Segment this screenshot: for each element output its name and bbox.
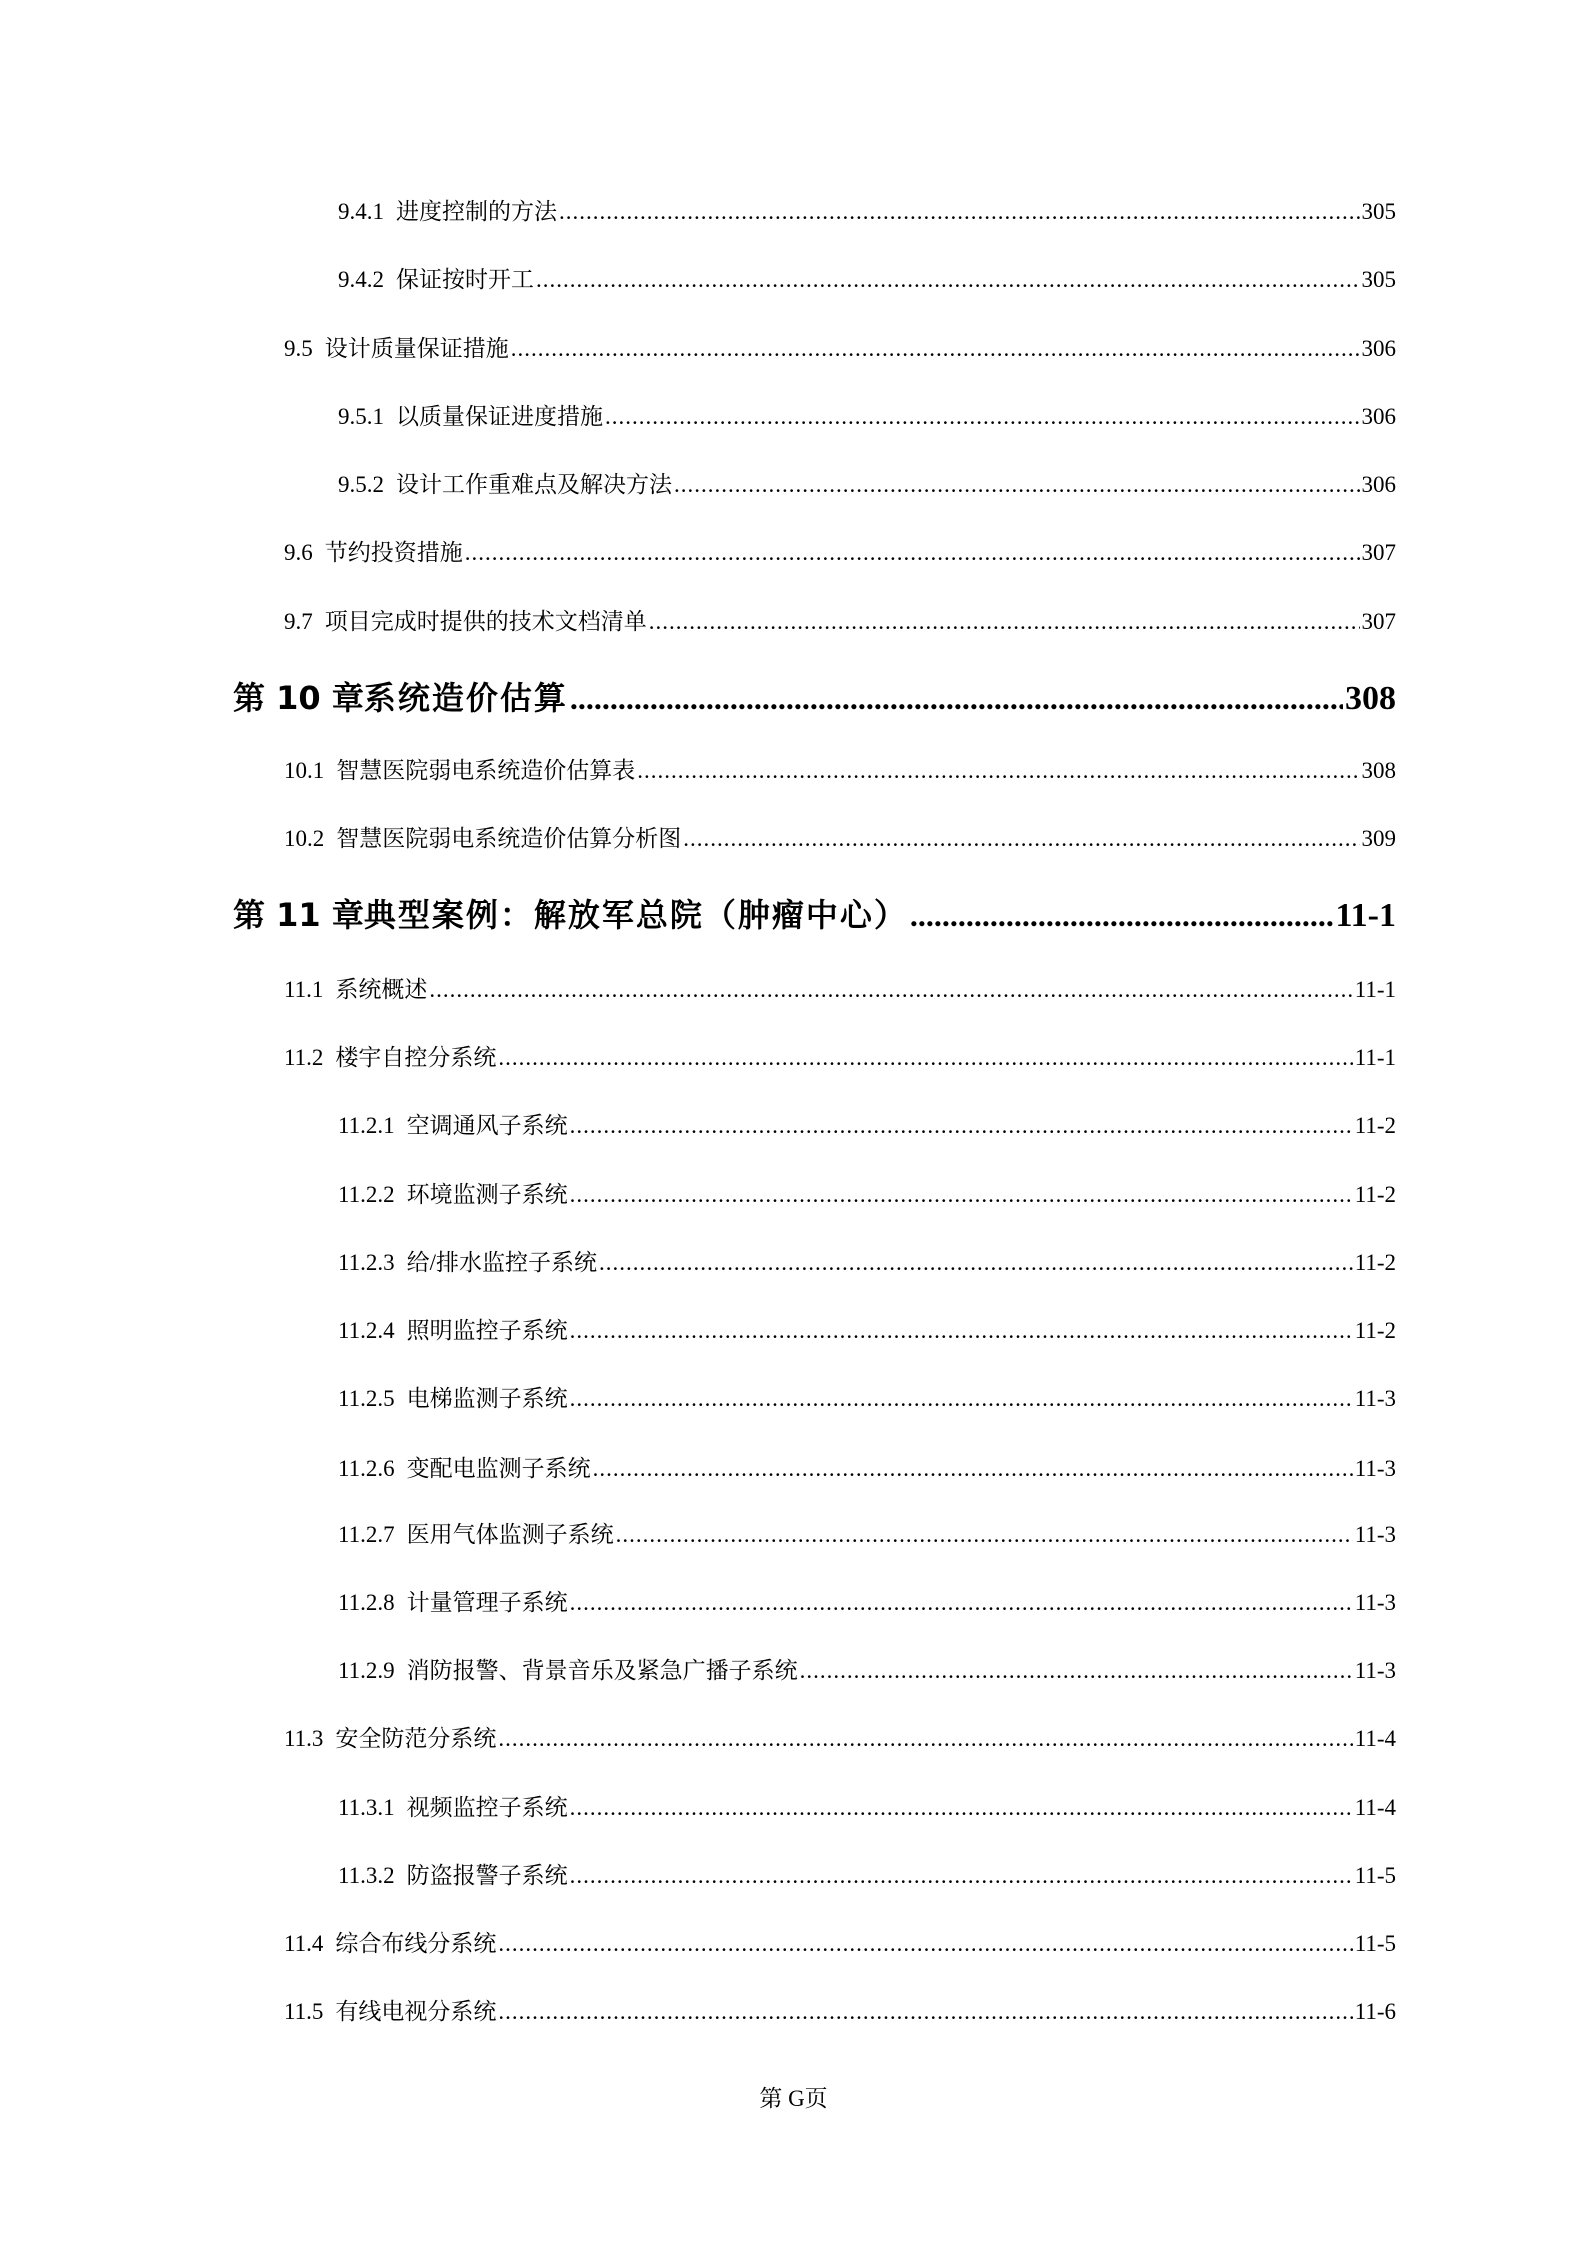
toc-entry-title: 节约投资措施	[324, 540, 463, 565]
toc-entry-page: 11-1	[1335, 897, 1396, 934]
toc-entry-title: 给/排水监控子系统	[406, 1250, 598, 1275]
toc-section-entry[interactable]	[338, 1652, 1396, 1682]
toc-entry-title: 消防报警、背景音乐及紧急广播子系统	[406, 1658, 798, 1683]
toc-entry-page: 11-2	[1354, 1113, 1396, 1138]
toc-section-entry[interactable]	[338, 1857, 1396, 1887]
toc-entry-number: 9.5.2	[338, 472, 384, 497]
toc-entry-title: 环境监测子系统	[406, 1182, 568, 1207]
toc-section-entry[interactable]	[338, 261, 1396, 291]
toc-dot-leader	[570, 680, 1343, 717]
toc-section-entry[interactable]	[338, 1380, 1396, 1410]
toc-entry-page: 11-3	[1354, 1590, 1396, 1615]
toc-entry-title: 系统造价估算	[363, 679, 568, 717]
toc-entry-title: 计量管理子系统	[406, 1590, 568, 1615]
toc-dot-leader	[637, 758, 1359, 784]
toc-entry-page: 306	[1361, 404, 1396, 429]
toc-chapter-entry[interactable]	[233, 890, 1396, 934]
toc-dot-leader	[536, 267, 1360, 293]
toc-entry-number: 11.1	[284, 977, 324, 1002]
toc-dot-leader	[599, 1250, 1353, 1276]
toc-entry-number: 11.2.1	[338, 1113, 395, 1138]
toc-entry-title: 防盗报警子系统	[406, 1863, 568, 1888]
toc-entry-title: 保证按时开工	[396, 267, 534, 292]
toc-entry-title: 楼宇自控分系统	[335, 1045, 497, 1070]
toc-entry-title: 视频监控子系统	[406, 1795, 568, 1820]
toc-entry-title: 综合布线分系统	[335, 1931, 497, 1956]
toc-entry-number: 11.2.2	[338, 1182, 395, 1207]
toc-entry-number: 9.6	[284, 540, 313, 565]
toc-entry-page: 307	[1361, 540, 1396, 565]
toc-entry-number: 11.2.8	[338, 1590, 395, 1615]
toc-entry-page: 11-6	[1354, 1999, 1396, 2024]
toc-entry-page: 11-3	[1354, 1386, 1396, 1411]
toc-dot-leader	[910, 897, 1334, 934]
toc-dot-leader	[570, 1863, 1353, 1889]
toc-section-entry[interactable]	[338, 1244, 1396, 1274]
toc-entry-title: 典型案例：解放军总院（肿瘤中心）	[363, 896, 908, 934]
toc-entry-page: 305	[1361, 267, 1396, 292]
toc-section-entry[interactable]	[284, 1993, 1396, 2023]
toc-section-entry[interactable]	[284, 971, 1396, 1001]
toc-entry-number: 11.2.7	[338, 1522, 395, 1547]
toc-dot-leader	[570, 1795, 1353, 1821]
toc-entry-title: 项目完成时提供的技术文档清单	[324, 609, 647, 634]
toc-section-entry[interactable]	[338, 193, 1396, 223]
toc-entry-page: 11-1	[1354, 977, 1396, 1002]
toc-entry-page: 309	[1361, 826, 1396, 851]
toc-section-entry[interactable]	[284, 1039, 1396, 1069]
toc-entry-number: 10.2	[284, 826, 325, 851]
toc-entry-number: 9.7	[284, 609, 313, 634]
toc-entry-number: 11.2.9	[338, 1658, 395, 1683]
toc-dot-leader	[570, 1386, 1353, 1412]
toc-section-entry[interactable]	[338, 1584, 1396, 1614]
toc-section-entry[interactable]	[338, 1176, 1396, 1206]
toc-entry-number: 11.2.4	[338, 1318, 395, 1343]
toc-entry-number: 11.2.5	[338, 1386, 395, 1411]
toc-dot-leader	[674, 472, 1360, 498]
toc-entry-page: 305	[1361, 199, 1396, 224]
page-footer	[0, 2080, 1587, 2113]
toc-section-entry[interactable]	[284, 330, 1396, 360]
toc-dot-leader	[683, 826, 1359, 852]
toc-section-entry[interactable]	[284, 1720, 1396, 1750]
toc-entry-number: 9.4.1	[338, 199, 384, 224]
toc-section-entry[interactable]	[338, 1789, 1396, 1819]
toc-entry-title: 系统概述	[335, 977, 428, 1002]
toc-entry-page: 11-4	[1354, 1795, 1396, 1820]
toc-dot-leader	[511, 336, 1360, 362]
toc-entry-title: 进度控制的方法	[396, 199, 557, 224]
toc-section-entry[interactable]	[284, 1925, 1396, 1955]
toc-section-entry[interactable]	[284, 603, 1396, 633]
toc-entry-number: 9.5	[284, 336, 313, 361]
toc-entry-number: 11.2.3	[338, 1250, 395, 1275]
toc-entry-number: 9.4.2	[338, 267, 384, 292]
toc-entry-title: 智慧医院弱电系统造价估算分析图	[336, 826, 682, 851]
toc-entry-page: 307	[1361, 609, 1396, 634]
toc-entry-number: 9.5.1	[338, 404, 384, 429]
toc-entry-title: 以质量保证进度措施	[396, 404, 603, 429]
toc-entry-title: 智慧医院弱电系统造价估算表	[336, 758, 636, 783]
toc-entry-number: 11.2.6	[338, 1456, 395, 1481]
toc-dot-leader	[465, 540, 1360, 566]
toc-section-entry[interactable]	[284, 820, 1396, 850]
toc-dot-leader	[570, 1182, 1353, 1208]
toc-entry-number: 11.3	[284, 1726, 324, 1751]
toc-entry-page: 308	[1361, 758, 1396, 783]
toc-dot-leader	[616, 1522, 1353, 1548]
toc-entry-number: 11.2	[284, 1045, 324, 1070]
toc-chapter-entry[interactable]	[233, 673, 1396, 717]
toc-entry-title: 安全防范分系统	[335, 1726, 497, 1751]
toc-dot-leader	[498, 1931, 1352, 1957]
toc-entry-title: 设计工作重难点及解决方法	[396, 472, 672, 497]
toc-entry-title: 照明监控子系统	[406, 1318, 568, 1343]
toc-entry-page: 11-3	[1354, 1658, 1396, 1683]
toc-entry-page: 11-3	[1354, 1456, 1396, 1481]
toc-entry-page: 11-2	[1354, 1182, 1396, 1207]
toc-entry-title: 有线电视分系统	[335, 1999, 497, 2024]
toc-dot-leader	[570, 1318, 1353, 1344]
toc-entry-title: 电梯监测子系统	[406, 1386, 568, 1411]
toc-entry-page: 11-1	[1354, 1045, 1396, 1070]
toc-entry-page: 11-5	[1354, 1931, 1396, 1956]
toc-entry-number: 第 10 章	[233, 679, 364, 717]
toc-entry-page: 11-2	[1354, 1318, 1396, 1343]
toc-section-entry[interactable]	[284, 534, 1396, 564]
toc-dot-leader	[649, 609, 1360, 635]
toc-section-entry[interactable]	[338, 1450, 1396, 1480]
toc-entry-title: 设计质量保证措施	[324, 336, 509, 361]
toc-entry-number: 11.4	[284, 1931, 324, 1956]
toc-entry-title: 医用气体监测子系统	[406, 1522, 614, 1547]
toc-section-entry[interactable]	[338, 1516, 1396, 1546]
toc-entry-title: 空调通风子系统	[406, 1113, 568, 1138]
toc-entry-number: 11.3.2	[338, 1863, 395, 1888]
toc-section-entry[interactable]	[338, 466, 1396, 496]
toc-dot-leader	[429, 977, 1352, 1003]
toc-dot-leader	[570, 1590, 1353, 1616]
toc-section-entry[interactable]	[338, 398, 1396, 428]
toc-entry-page: 11-4	[1354, 1726, 1396, 1751]
toc-dot-leader	[498, 1726, 1352, 1752]
toc-dot-leader	[800, 1658, 1353, 1684]
toc-entry-page: 11-5	[1354, 1863, 1396, 1888]
toc-entry-number: 11.3.1	[338, 1795, 395, 1820]
toc-entry-page: 11-3	[1354, 1522, 1396, 1547]
toc-entry-page: 308	[1345, 680, 1396, 717]
toc-entry-page: 306	[1361, 336, 1396, 361]
toc-entry-number: 10.1	[284, 758, 325, 783]
page-number-label: 第 G页	[759, 2086, 828, 2111]
toc-dot-leader	[593, 1456, 1353, 1482]
toc-dot-leader	[559, 199, 1360, 225]
toc-entry-title: 变配电监测子系统	[406, 1456, 591, 1481]
toc-dot-leader	[498, 1045, 1352, 1071]
toc-dot-leader	[498, 1999, 1352, 2025]
toc-section-entry[interactable]	[284, 752, 1396, 782]
toc-entry-page: 306	[1361, 472, 1396, 497]
toc-dot-leader	[570, 1113, 1353, 1139]
toc-entry-number: 第 11 章	[233, 896, 364, 934]
toc-entry-number: 11.5	[284, 1999, 324, 2024]
toc-dot-leader	[605, 404, 1360, 430]
toc-entry-page: 11-2	[1354, 1250, 1396, 1275]
toc-section-entry[interactable]	[338, 1107, 1396, 1137]
toc-section-entry[interactable]	[338, 1312, 1396, 1342]
